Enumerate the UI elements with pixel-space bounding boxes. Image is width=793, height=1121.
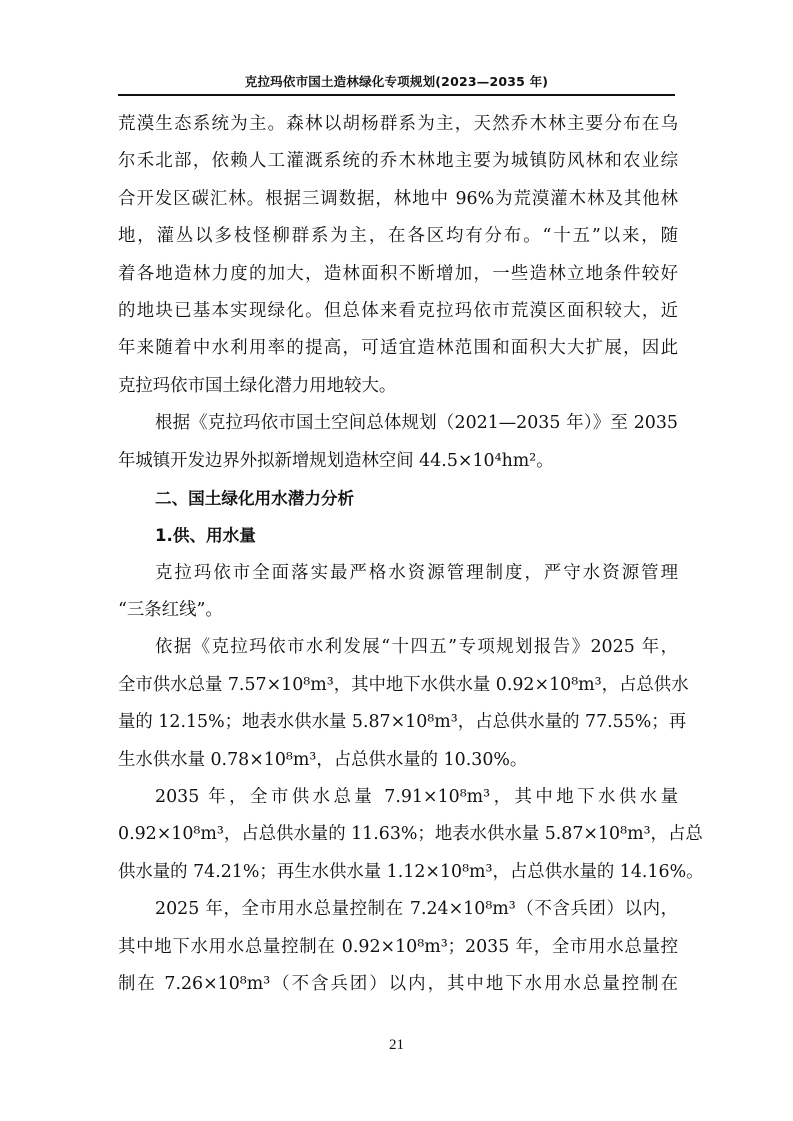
paragraph-line: 其中地下水用水总量控制在 0.92×10⁸m³；2035 年，全市用水总量控 <box>118 936 678 957</box>
page-number: 21 <box>389 1037 404 1053</box>
header-rule <box>118 94 675 96</box>
paragraph-line: 年城镇开发边界外拟新增规划造林空间 44.5×10⁴hm²。 <box>118 450 554 471</box>
paragraph-line: 荒漠生态系统为主。森林以胡杨群系为主，天然乔木林主要分布在乌 <box>118 114 678 134</box>
paragraph-line: 0.92×10⁸m³，占总供水量的 11.63%；地表水供水量 5.87×10⁸m³，占总 <box>118 824 703 845</box>
paragraph-line: 2035 年，全市供水总量 7.91×10⁸m³，其中地下水供水量 <box>155 787 678 808</box>
paragraph-line: 克拉玛依市国土绿化潜力用地较大。 <box>118 375 397 396</box>
paragraph-line: 制在 7.26×10⁸m³（不含兵团）以内，其中地下水用水总量控制在 <box>118 973 678 994</box>
paragraph-line: 年来随着中水利用率的提高，可适宜造林范围和面积大大扩展，因此 <box>118 338 678 359</box>
paragraph-line: 供水量的 74.21%；再生水供水量 1.12×10⁸m³，占总供水量的 14.16%。 <box>118 861 704 882</box>
paragraph-line: 依据《克拉玛依市水利发展“十四五”专项规划报告》2025 年， <box>155 637 678 658</box>
paragraph-line: 的地块已基本实现绿化。但总体来看克拉玛依市荒漠区面积较大，近 <box>118 300 678 321</box>
paragraph-line: 全市供水总量 7.57×10⁸m³，其中地下水供水量 0.92×10⁸m³，占总供水 <box>118 674 689 695</box>
paragraph-line: 尔禾北部，依赖人工灌溉系统的乔木林地主要为城镇防风林和农业综 <box>118 151 678 172</box>
paragraph-line: 地，灌丛以多枝怪柳群系为主，在各区均有分布。“十五”以来，随 <box>118 226 678 247</box>
paragraph-line: 2025 年，全市用水总量控制在 7.24×10⁸m³（不含兵团）以内， <box>155 899 678 920</box>
running-header: 克拉玛依市国土造林绿化专项规划(2023—2035 年) <box>244 74 549 89</box>
subsection-heading: 1.供、用水量 <box>155 526 256 546</box>
paragraph-line: 着各地造林力度的加大，造林面积不断增加，一些造林立地条件较好 <box>118 263 678 284</box>
paragraph-line: 量的 12.15%；地表水供水量 5.87×10⁸m³，占总供水量的 77.55%；再 <box>118 712 687 733</box>
page-body <box>118 106 704 1003</box>
paragraph-line: 克拉玛依市全面落实最严格水资源管理制度，严守水资源管理 <box>155 562 678 583</box>
paragraph-line: 根据《克拉玛依市国土空间总体规划（2021—2035 年）》至 2035 <box>155 413 678 434</box>
paragraph-line: 合开发区碳汇林。根据三调数据，林地中 96%为荒漠灌木林及其他林 <box>118 188 678 209</box>
paragraph-line: “三条红线”。 <box>118 600 223 621</box>
section-heading: 二、国土绿化用水潜力分析 <box>155 488 355 508</box>
paragraph-line: 生水供水量 0.78×10⁸m³，占总供水量的 10.30%。 <box>118 749 528 770</box>
